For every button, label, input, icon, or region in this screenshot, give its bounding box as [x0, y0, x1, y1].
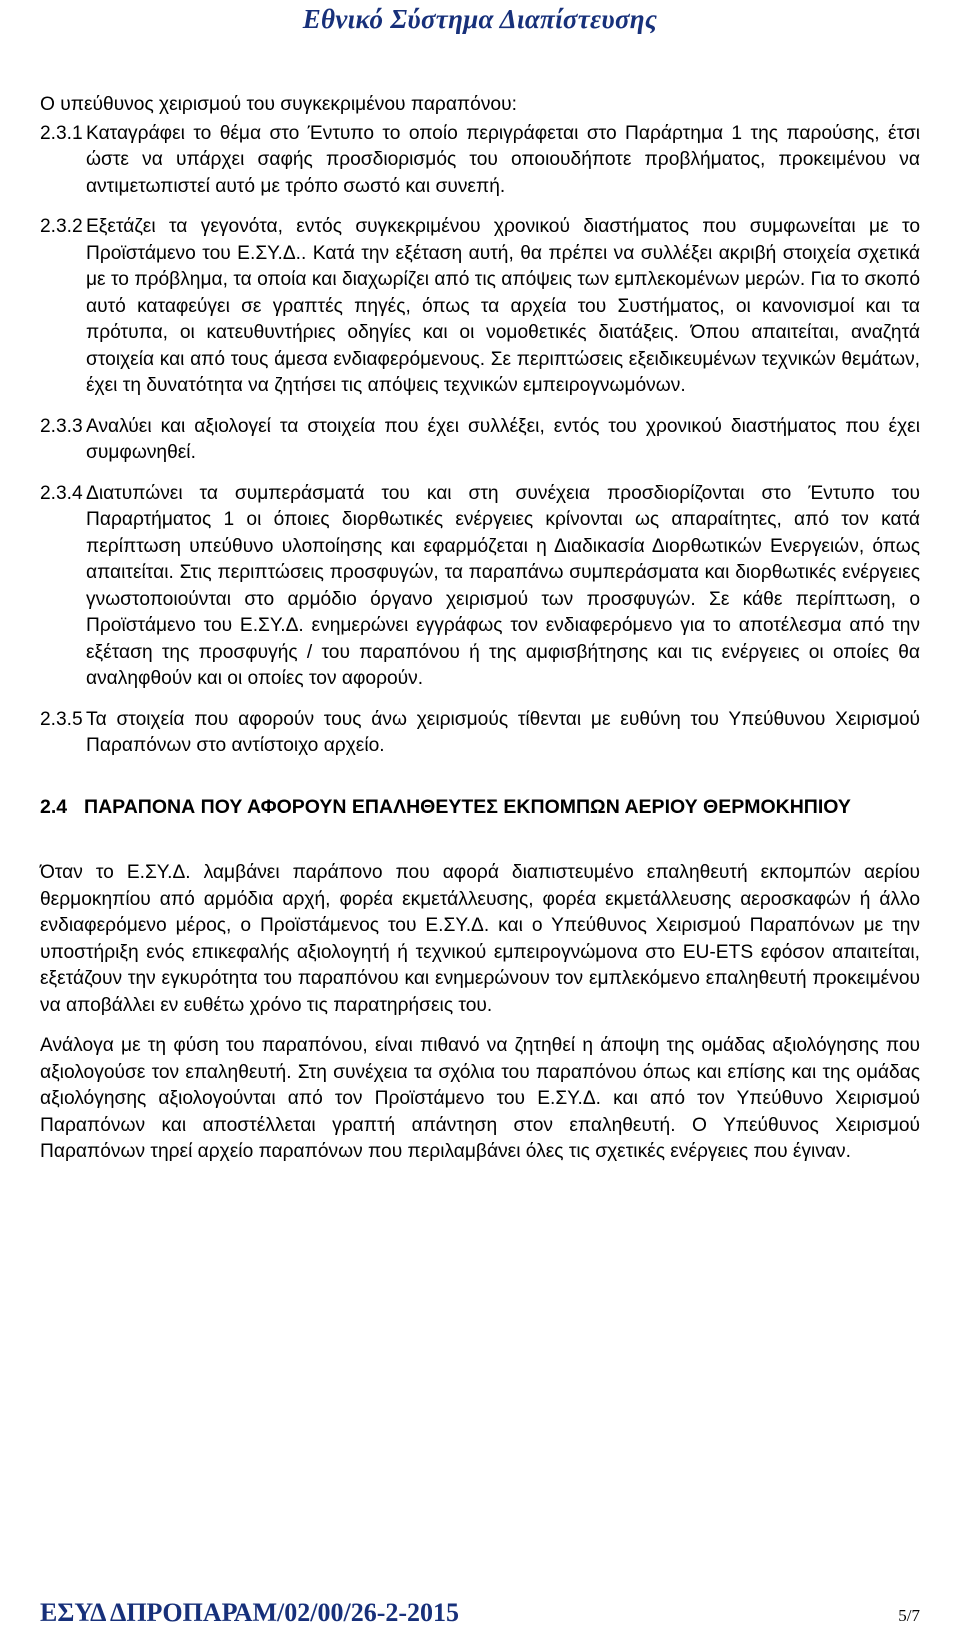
document-body — [40, 92, 920, 1180]
item-number: 2.3.2 — [40, 216, 83, 237]
list-item — [40, 481, 920, 693]
item-number: 2.3.3 — [40, 415, 83, 437]
page-footer — [40, 1598, 920, 1628]
body-paragraph: Όταν το Ε.ΣΥ.Δ. λαμβάνει παράπονο που αφορά διαπιστευμένο επαληθευτή εκπομπών αερίου θερμοκηπίου από αρμόδια αρχή, φορέα εκμετάλλευσης, φορέα εκμετάλλευσης αεροσκαφών ή άλλο ενδιαφερόμενο μέρος, ο Προϊστάμενος του Ε.ΣΥ.Δ. και ο Υπεύθυνος Χειρισμού Παραπόνων με την υποστήριξη ενός επικεφαλής αξιολογητή ή τεχνικού εμπειρογνώμονα στο EU-ETS εφόσον απαιτείται, εξετάζουν την εγκυρότητα του παραπόνου και ενημερώνουν τον εμπλεκόμενο επαληθευτή προκειμένου να αποβάλλει εν ευθέτω χρόνο τις παρατηρήσεις του. — [40, 862, 920, 1016]
list-item — [40, 214, 920, 400]
body-paragraph: Ανάλογα με τη φύση του παραπόνου, είναι πιθανό να ζητηθεί η άποψη της ομάδας αξιολόγησης που αξιολογούσε τον επαληθευτή. Στη συνέχεια τα σχόλια του παραπόνου όπως και επίσης και της ομάδας αξιολόγησης αξιολογούνται από τον Προϊστάμενο του Ε.ΣΥ.Δ. και από τον Υπεύθυνο Χειρισμού Παραπόνων και αποστέλλεται γραπτή απάντηση στον επαληθευτή. Ο Υπεύθυνος Χειρισμού Παραπόνων τηρεί αρχείο παραπόνων που περιλαμβάνει όλες τις σχετικές ενέργειες που έγιναν. — [40, 1035, 920, 1162]
intro-text: Ο υπεύθυνος χειρισμού του συγκεκριμένου παραπόνου: — [40, 94, 517, 115]
item-text: Τα στοιχεία που αφορούν τους άνω χειρισμούς τίθενται με ευθύνη του Υπεύθυνου Χειρισμού Παραπόνων στο αντίστοιχο αρχείο. — [86, 708, 920, 756]
page-header-title: Εθνικό Σύστημα Διαπίστευσης — [302, 4, 658, 34]
item-text: Αναλύει και αξιολογεί τα στοιχεία που έχει συλλέξει, εντός του χρονικού διαστήματος που έχει συμφωνηθεί. — [86, 415, 920, 463]
section-number: 2.4 — [40, 795, 68, 818]
item-text: Καταγράφει το θέμα στο Έντυπο το οποίο περιγράφεται στο Παράρτημα 1 της παρούσης, έτσι ώστε να υπάρχει σαφής προσδιορισμός του οποιουδήποτε προβλήματος, προκειμένου να αντιμετωπιστεί αυτό με τρόπο σωστό και συνεπή. — [86, 122, 920, 197]
item-number: 2.3.4 — [40, 482, 83, 504]
item-number: 2.3.5 — [40, 708, 83, 730]
page-number: 5/7 — [898, 1606, 920, 1625]
item-text: Εξετάζει τα γεγονότα, εντός συγκεκριμένου χρονικού διαστήματος που συμφωνείται με το Προϊστάμενο του Ε.ΣΥ.Δ.. Κατά την εξέταση αυτή, θα πρέπει να συλλέξει ακριβή στοιχεία σχετικά με το πρόβλημα, τα οποία και διαχωρίζει από τις απόψεις των εμπλεκομένων μερών. Για το σκοπό αυτό καταφεύγει σε γραπτές πηγές, όπως τα αρχεία του Συστήματος, οι κανονισμοί και τα πρότυπα, οι κατευθυντήριες οδηγίες και οι νομοθετικές διατάξεις. Όπου απαιτείται, αναζητά στοιχεία και από τους άμεσα ενδιαφερόμενους. Σε περιπτώσεις εξειδικευμένων τεχνικών θεμάτων, έχει τη δυνατότητα να ζητήσει τις απόψεις τεχνικών εμπειρογνωμόνων. — [86, 216, 920, 396]
section-title: ΠΑΡΑΠΟΝΑ ΠΟΥ ΑΦΟΡΟΥΝ ΕΠΑΛΗΘΕΥΤΕΣ ΕΚΠΟΜΠΩΝ ΑΕΡΙΟΥ ΘΕΡΜΟΚΗΠΙΟΥ — [84, 795, 851, 818]
list-item — [40, 121, 920, 201]
list-item — [40, 707, 920, 760]
item-text: Διατυπώνει τα συμπεράσματά του και στη συνέχεια προσδιορίζονται στο Έντυπο του Παραρτήματος 1 οι όποιες διορθωτικές ενέργειες κρίνονται ως απαραίτητες, από τον κατά περίπτωση υπεύθυνο υλοποίησης και εφαρμόζεται η Διαδικασία Διορθωτικών Ενεργειών, όπως απαιτείται. Στις περιπτώσεις προσφυγών, τα παραπάνω συμπεράσματα και διορθωτικές ενέργειες γνωστοποιούνται στο αρμόδιο όργανο χειρισμού των προσφυγών. Σε κάθε περίπτωση, ο Προϊστάμενο του Ε.ΣΥ.Δ. ενημερώνει εγγράφως τον ενδιαφερόμενο για το αποτέλεσμα από την εξέταση της προσφυγής / του παραπόνου ή της αμφισβήτησης και τις ενέργειες οι οποίες θα αναληφθούν και οι οποίες τον αφορούν. — [86, 482, 920, 689]
section-heading — [40, 794, 920, 821]
list-item — [40, 414, 920, 467]
item-number: 2.3.1 — [40, 122, 83, 144]
document-code: ΕΣΥΔ ΔΠΡΟΠΑΡΑΜ/02/00/26-2-2015 — [40, 1598, 460, 1627]
